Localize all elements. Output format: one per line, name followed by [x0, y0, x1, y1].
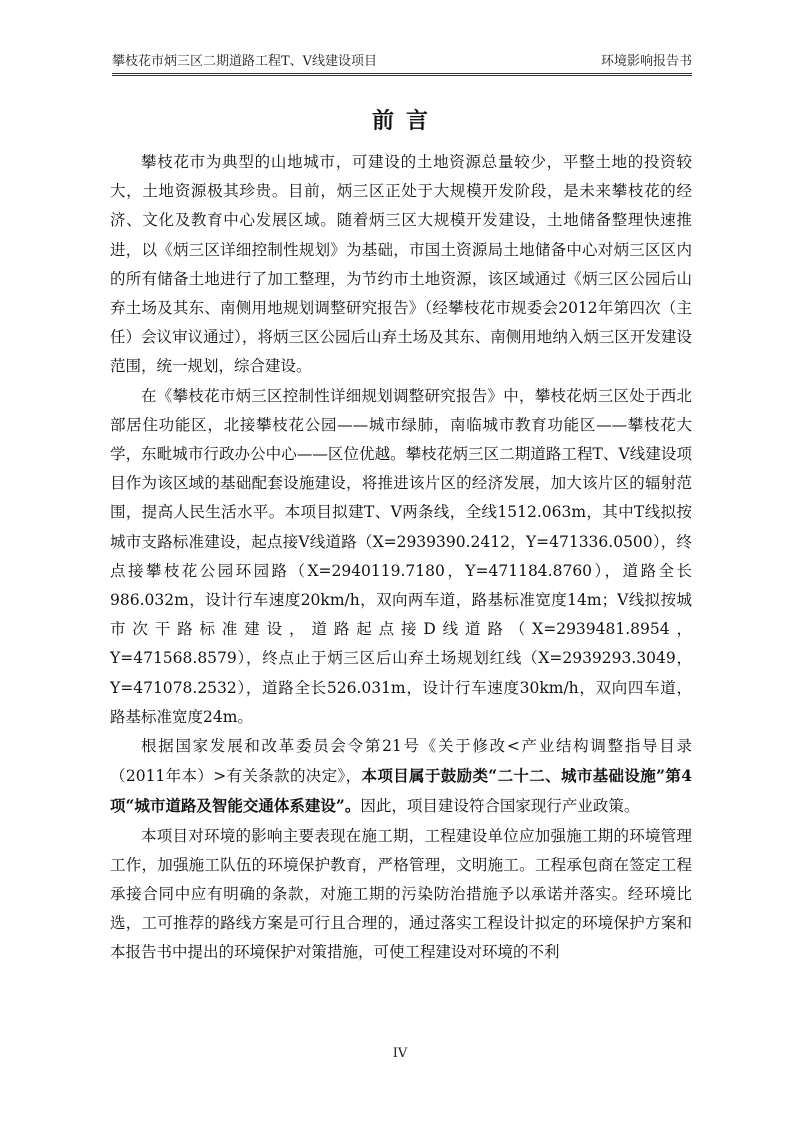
header-project-name: 攀枝花市炳三区二期道路工程T、V线建设项目 [112, 54, 378, 69]
body-text [110, 148, 692, 968]
paragraph-1: 攀枝花市为典型的山地城市，可建设的土地资源总量较少，平整土地的投资较大，土地资源极其珍贵。目前，炳三区正处于大规模开发阶段，是未来攀枝花的经济、文化及教育中心发展区域。随着炳三区大规模开发建设，土地储备整理快速推进，以《炳三区详细控制性规划》为基础，市国土资源局土地储备中心对炳三区区内的所有储备土地进行了加工整理，为节约市土地资源，该区域通过《炳三区公园后山弃土场及其东、南侧用地规划调整研究报告》（经攀枝花市规委会2012年第四次（主任）会议审议通过），将炳三区公园后山弃土场及其东、南侧用地纳入炳三区开发建设范围，统一规划，综合建设。 [110, 153, 692, 376]
paragraph-3-bold: 本项目属于鼓励类“二十二、城市基础设施”第4项“城市道路及智能交通体系建设”。 [110, 766, 693, 816]
paragraph-2: 在《攀枝花市炳三区控制性详细规划调整研究报告》中，攀枝花炳三区处于西北部居住功能区，北接攀枝花公园——城市绿肺，南临城市教育功能区——攀枝花大学，东毗城市行政办公中心——区位优越。攀枝花炳三区二期道路工程T、V线建设项目作为该区域的基础配套设施建设，将推进该片区的经济发展，加大该片区的辐射范围，提高人民生活水平。本项目拟建T、V两条线，全线1512.063m，其中T线拟按城市支路标准建设，起点接V线道路（X=2939390.2412，Y=471336.0500），终点接攀枝花公园环园路（X=2940119.7180，Y=471184.8760），道路全长986.032m，设计行车速度20km/h，双向两车道，路基标准宽度14m；V线拟按城市次干路标准建设，道路起点接D线道路（X=2939481.8954，Y=471568.8579），终点止于炳三区后山弃土场规划红线（X=2939293.3049，Y=471078.2532），道路全长526.031m，设计行车速度30km/h，双向四车道，路基标准宽度24m。 [110, 386, 692, 726]
page-number: IV [392, 1046, 408, 1061]
header-doc-type: 环境影响报告书 [600, 54, 692, 69]
paragraph-3-tail: 因此，项目建设符合国家现行产业政策。 [360, 797, 640, 816]
page-header [112, 50, 692, 74]
paragraph-3-lead: 根据国家发展和改革委员会令第21号《关于修改<产业结构调整指导目录（2011年本）>有关条款的决定》， [110, 737, 692, 786]
page-title: 前言 [371, 108, 440, 134]
paragraph-3 [110, 732, 692, 822]
paragraph-4: 本项目对环境的影响主要表现在施工期，工程建设单位应加强施工期的环境管理工作，加强施工队伍的环境保护教育，严格管理，文明施工。工程承包商在签定工程承接合同中应有明确的条款，对施工期的污染防治措施予以承诺并落实。经环境比选，工可推荐的路线方案是可行且合理的，通过落实工程设计拟定的环境保护方案和本报告书中提出的环境保护对策措施，可使工程建设对环境的不利 [110, 826, 692, 962]
header-double-rule [112, 75, 692, 76]
